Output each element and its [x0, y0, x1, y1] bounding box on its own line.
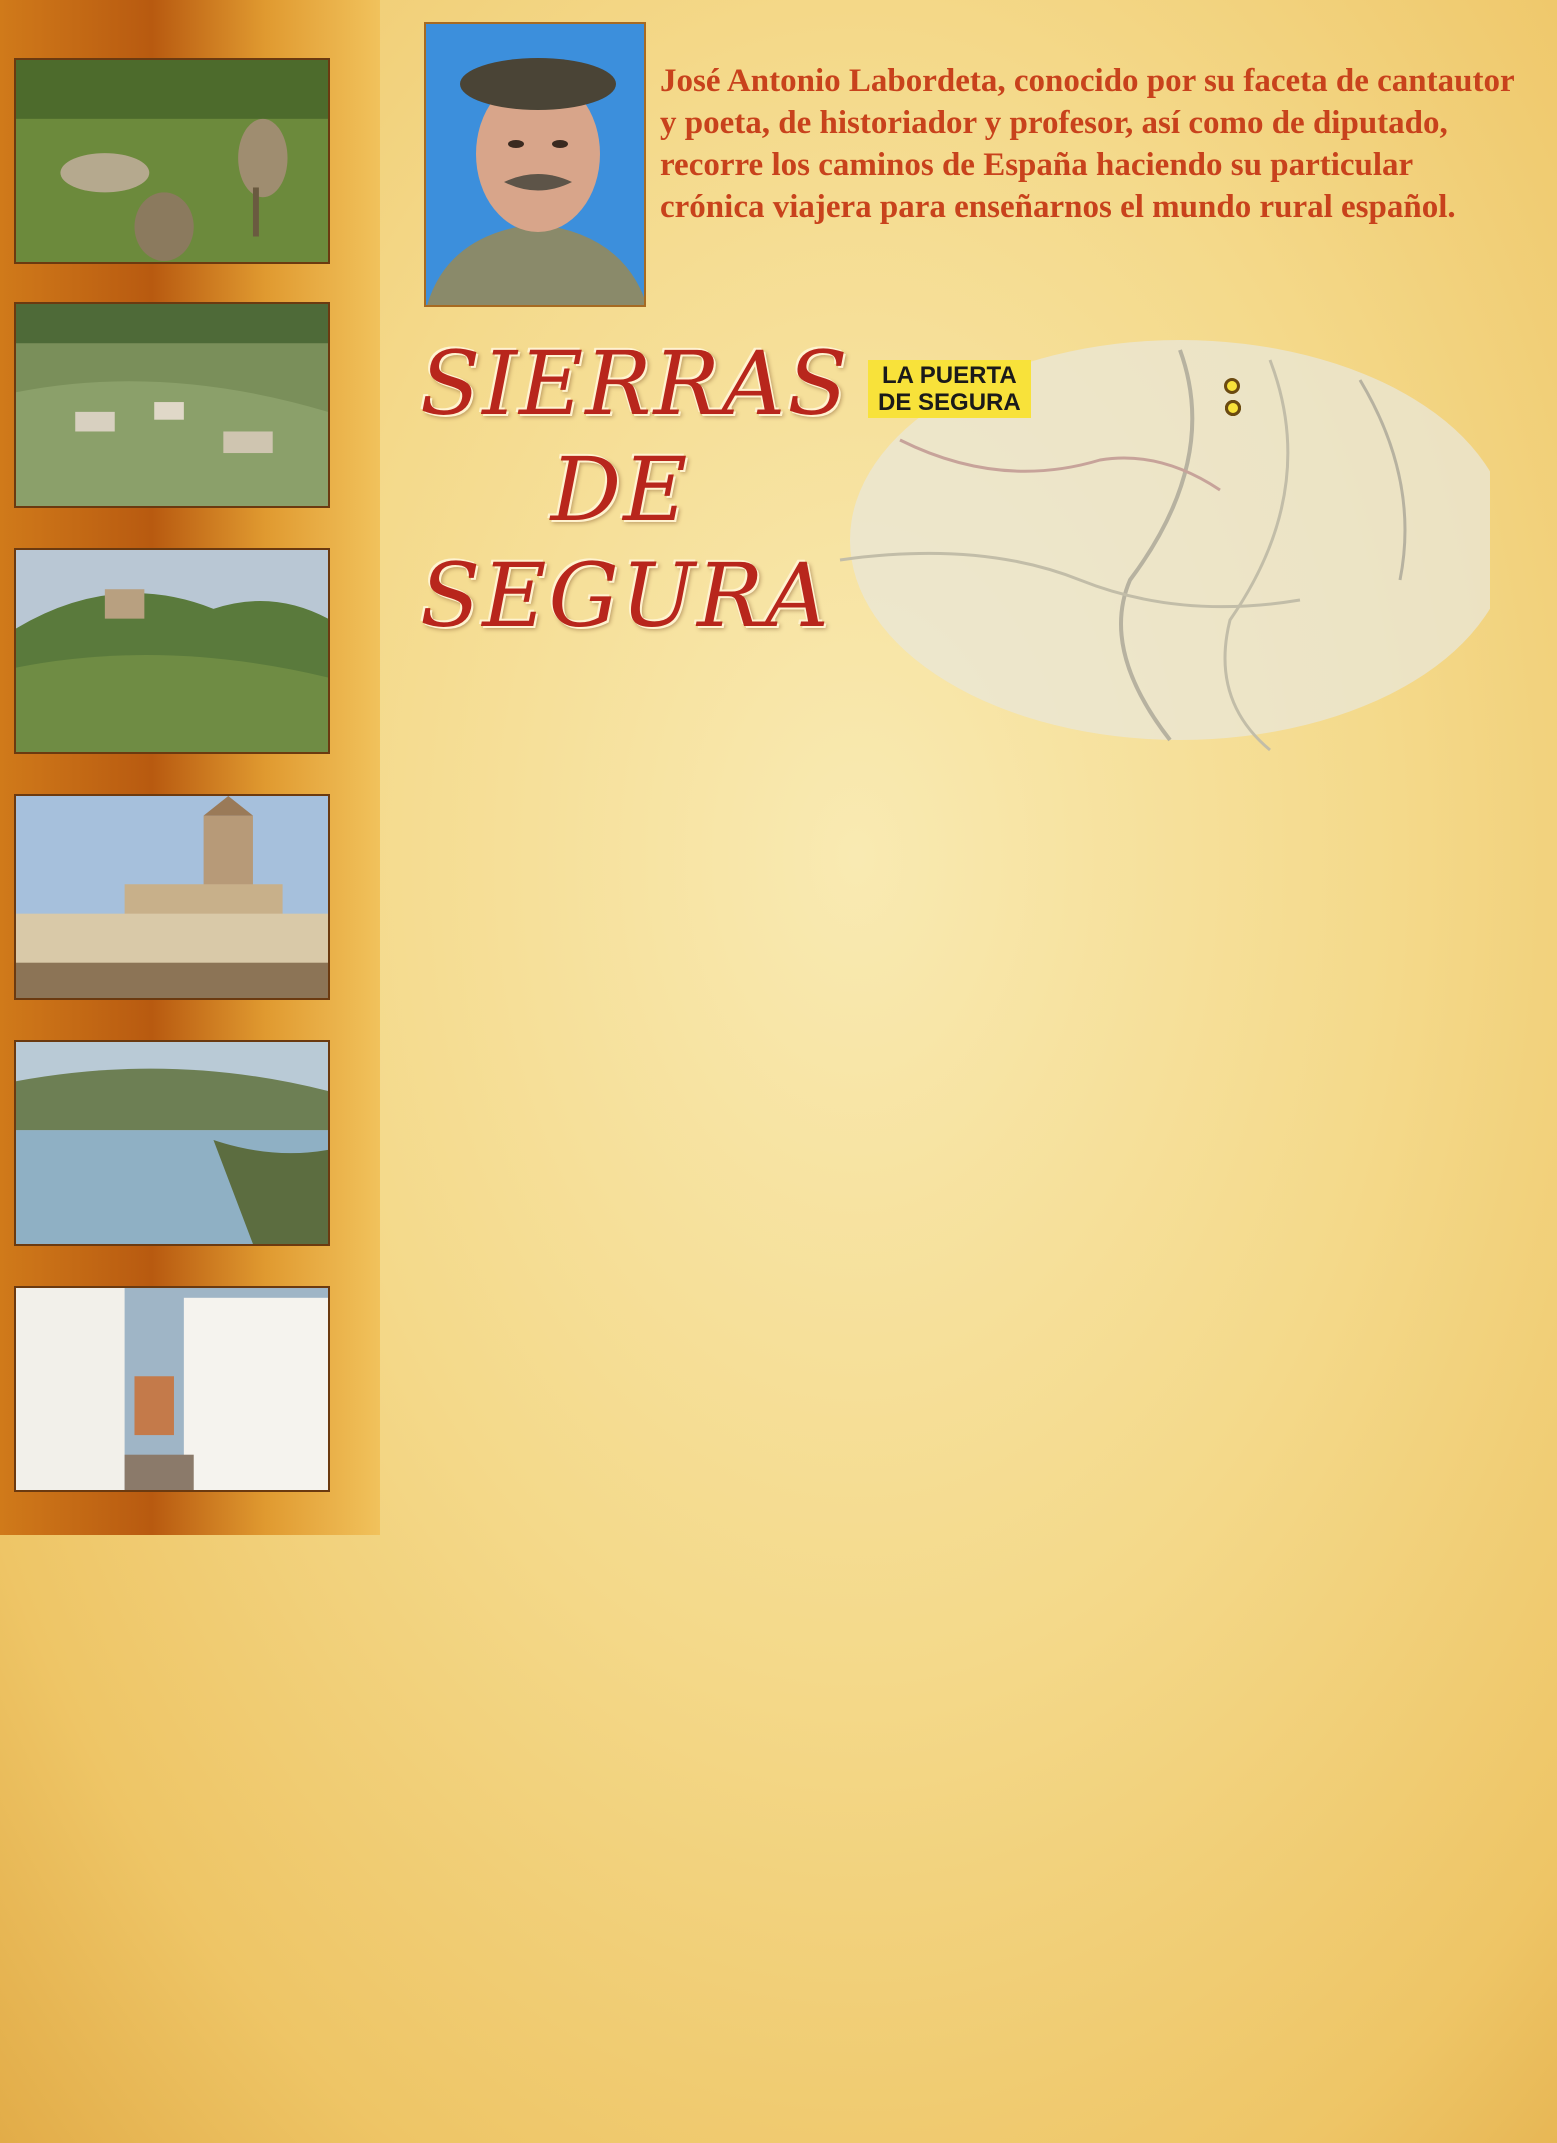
intro-text [660, 60, 1520, 228]
route-map [800, 320, 1490, 760]
host-name: José Antonio Labordeta, [660, 63, 1006, 99]
photo-castle-hill [14, 548, 330, 754]
title-line-1: SIERRAS [420, 332, 850, 435]
map-dot-2 [1225, 400, 1241, 416]
photo-deer [14, 58, 330, 264]
title-line-2: DE [550, 438, 690, 541]
program-title [420, 332, 850, 658]
photo-white-street [14, 1286, 330, 1492]
map-dot-puerta-de-segura [1224, 378, 1240, 394]
map-label-la-puerta-de-segura: LA PUERTA DE SEGURA [868, 360, 1031, 418]
title-line-3: SEGURA [420, 544, 831, 647]
intro-description: conocido por su faceta de cantautor y poeta, de historiador y profesor, así como de diputado, recorre los caminos de España haciendo su particular crónica viajera para enseñarnos el mundo rural español. [660, 63, 1515, 225]
host-portrait [424, 22, 646, 307]
photo-reservoir [14, 1040, 330, 1246]
photo-aerial-village [14, 302, 330, 508]
photo-church-town [14, 794, 330, 1000]
film-strip [0, 0, 380, 1535]
